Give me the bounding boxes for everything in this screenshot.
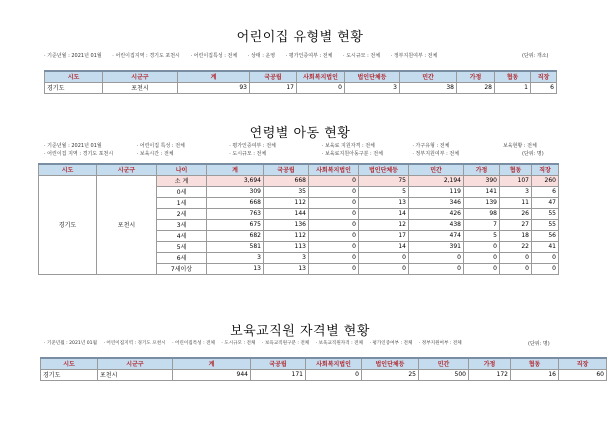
- col-header: 협동: [495, 71, 531, 82]
- cell: 3: [207, 252, 264, 263]
- cell: 0: [532, 263, 559, 274]
- filter-item: · 가구유형 : 전체: [412, 143, 450, 149]
- filter-item: · 평가인증여부 : 전체: [285, 53, 333, 59]
- filter-item: · 어린이집 특성 : 전체: [136, 143, 185, 149]
- subtotal-row: [39, 175, 559, 186]
- cell: 6: [532, 186, 559, 197]
- cell: 3: [345, 82, 400, 93]
- cell: 107: [500, 175, 532, 186]
- age-label-cell: 0세: [157, 186, 207, 197]
- cell: 0: [297, 82, 345, 93]
- region-sigungu-cell: 포천시: [97, 175, 157, 274]
- cell: 38: [400, 82, 457, 93]
- col-header: 가정: [457, 71, 495, 82]
- filter-item: · 기준년월 : 2021년 01월: [44, 53, 102, 59]
- section2-unit: (단위: 명): [522, 151, 544, 157]
- table-header-row: [45, 71, 557, 82]
- cell: 35: [264, 186, 309, 197]
- age-table-body: [39, 175, 559, 274]
- cell: 0: [500, 263, 532, 274]
- col-header: 계: [173, 358, 251, 369]
- cell: 3: [264, 252, 309, 263]
- cell: 438: [409, 219, 464, 230]
- cell: 55: [532, 219, 559, 230]
- age-label-cell: 5세: [157, 241, 207, 252]
- col-header: 계: [207, 164, 264, 175]
- filter-item: · 평가인증여부 : 전체: [229, 143, 276, 149]
- cell: 0: [359, 252, 409, 263]
- filter-item: · 보육료 지원자격 : 전체: [321, 143, 375, 149]
- cell: 112: [264, 230, 309, 241]
- col-header: 사회복지법인: [306, 358, 362, 369]
- filter-item: · 상태 : 운영: [247, 53, 276, 59]
- age-label-cell: 소 계: [157, 175, 207, 186]
- col-header: 시도: [41, 358, 98, 369]
- cell: 144: [264, 208, 309, 219]
- col-header: 가정: [469, 358, 511, 369]
- filter-item: · 어린이집지역 : 경기도 포천시: [103, 341, 166, 346]
- cell: 3,694: [207, 175, 264, 186]
- cell: 0: [309, 252, 359, 263]
- cell: 98: [464, 208, 500, 219]
- col-header: 국공립: [264, 164, 309, 175]
- staff-qualification-table: [40, 357, 607, 381]
- cell: 0: [309, 219, 359, 230]
- cell: 41: [532, 241, 559, 252]
- cell: 17: [359, 230, 409, 241]
- section3-filters: [44, 340, 554, 348]
- cell: 668: [264, 175, 309, 186]
- cell: 112: [264, 197, 309, 208]
- cell: 581: [207, 241, 264, 252]
- cell: 5: [464, 230, 500, 241]
- cell: 93: [178, 82, 250, 93]
- cell: 3: [500, 186, 532, 197]
- cell: 0: [464, 263, 500, 274]
- cell: 경기도: [41, 369, 98, 380]
- cell: 0: [309, 208, 359, 219]
- col-header: 국공립: [251, 358, 306, 369]
- cell: 7: [464, 219, 500, 230]
- col-header: 법인단체등: [362, 358, 419, 369]
- col-header: 민간: [419, 358, 469, 369]
- cell: 119: [409, 186, 464, 197]
- col-header: 협동: [500, 164, 532, 175]
- cell: 675: [207, 219, 264, 230]
- cell: 136: [264, 219, 309, 230]
- cell: 139: [464, 197, 500, 208]
- facility-type-table: [44, 70, 557, 94]
- col-header: 직장: [532, 164, 559, 175]
- col-header: 법인단체등: [345, 71, 400, 82]
- filter-item: · 어린이집특성 : 전체: [172, 341, 215, 346]
- cell: 2,194: [409, 175, 464, 186]
- filter-item: · 기준년월 : 2021년 01월: [44, 341, 98, 346]
- cell: 28: [457, 82, 495, 93]
- cell: 56: [532, 230, 559, 241]
- section1-title: 어린이집 유형별 현황: [236, 30, 364, 45]
- filter-item: · 도시규모 : 전체: [221, 341, 256, 346]
- section3-title: 보육교직원 자격별 현황: [230, 324, 370, 339]
- cell: 0: [309, 175, 359, 186]
- filter-item: · 보육료지원아동구분 : 전체: [321, 151, 383, 157]
- table-header-row: [39, 164, 559, 175]
- cell: 260: [532, 175, 559, 186]
- filter-item: · 정부지원여부 : 전체: [412, 151, 460, 157]
- cell: 172: [469, 369, 511, 380]
- age-label-cell: 4세: [157, 230, 207, 241]
- cell: 763: [207, 208, 264, 219]
- cell: 668: [207, 197, 264, 208]
- col-header: 시군구: [103, 71, 178, 82]
- col-header: 사회복지법인: [297, 71, 345, 82]
- cell: 6: [531, 82, 557, 93]
- filter-item: 보육현황 : 전체: [502, 143, 537, 149]
- cell: 0: [409, 252, 464, 263]
- age-label-cell: 1세: [157, 197, 207, 208]
- cell: 0: [309, 230, 359, 241]
- cell: 11: [500, 197, 532, 208]
- cell: 474: [409, 230, 464, 241]
- cell: 390: [464, 175, 500, 186]
- cell: 309: [207, 186, 264, 197]
- filter-item: · 정부지원여부 : 전체: [390, 53, 438, 59]
- age-children-table: [38, 163, 559, 275]
- col-header: 직장: [531, 71, 557, 82]
- cell: 0: [532, 252, 559, 263]
- table-header-row: [41, 358, 607, 369]
- col-header: 사회복지법인: [309, 164, 359, 175]
- cell: 75: [359, 175, 409, 186]
- filter-item: · 어린이집 지역 : 경기도 포천시: [44, 151, 114, 157]
- cell: 17: [250, 82, 297, 93]
- cell: 171: [251, 369, 306, 380]
- col-header: 시도: [45, 71, 103, 82]
- cell: 0: [409, 263, 464, 274]
- cell: 141: [464, 186, 500, 197]
- col-header: 시군구: [98, 358, 173, 369]
- cell: 0: [306, 369, 362, 380]
- col-header: 시군구: [97, 164, 157, 175]
- cell: 14: [359, 208, 409, 219]
- age-label-cell: 3세: [157, 219, 207, 230]
- section2-filters-line2: [44, 150, 554, 158]
- age-label-cell: 2세: [157, 208, 207, 219]
- region-sido-cell: 경기도: [39, 175, 97, 274]
- cell: 포천시: [103, 82, 178, 93]
- age-label-cell: 6세: [157, 252, 207, 263]
- cell: 5: [359, 186, 409, 197]
- cell: 1: [495, 82, 531, 93]
- cell: 0: [500, 252, 532, 263]
- filter-item: · 정부지원여부 : 전체: [418, 341, 462, 346]
- cell: 113: [264, 241, 309, 252]
- filter-item: · 기준년월 : 2021년 01월: [44, 143, 102, 149]
- cell: 0: [309, 197, 359, 208]
- col-header: 나이: [157, 164, 207, 175]
- cell: 0: [359, 263, 409, 274]
- cell: 16: [511, 369, 559, 380]
- cell: 14: [359, 241, 409, 252]
- section1-unit: (단위: 개소): [522, 53, 549, 59]
- col-header: 법인단체등: [359, 164, 409, 175]
- cell: 0: [309, 241, 359, 252]
- col-header: 가정: [464, 164, 500, 175]
- cell: 13: [359, 197, 409, 208]
- cell: 18: [500, 230, 532, 241]
- cell: 55: [532, 208, 559, 219]
- filter-item: · 보육교직원자격 : 전체: [315, 341, 364, 346]
- filter-item: · 도시규모 : 전체: [343, 53, 381, 59]
- cell: 25: [362, 369, 419, 380]
- filter-item: · 보육교직원구분 : 전체: [261, 341, 310, 346]
- cell: 944: [173, 369, 251, 380]
- cell: 0: [464, 241, 500, 252]
- col-header: 민간: [409, 164, 464, 175]
- col-header: 계: [178, 71, 250, 82]
- cell: 13: [207, 263, 264, 274]
- cell: 500: [419, 369, 469, 380]
- cell: 346: [409, 197, 464, 208]
- cell: 60: [559, 369, 607, 380]
- col-header: 협동: [511, 358, 559, 369]
- cell: 13: [264, 263, 309, 274]
- filter-item: · 보육시간 : 전체: [136, 151, 174, 157]
- age-label-cell: 7세이상: [157, 263, 207, 274]
- section1-filters: [44, 52, 554, 60]
- section2-title: 연령별 아동 현황: [249, 126, 351, 141]
- cell: 426: [409, 208, 464, 219]
- cell: 47: [532, 197, 559, 208]
- cell: 0: [309, 263, 359, 274]
- col-header: 직장: [559, 358, 607, 369]
- cell: 0: [464, 252, 500, 263]
- filter-item: · 어린이집지역 : 경기도 포천시: [112, 53, 180, 59]
- filter-item: · 어린이집특성 : 전체: [190, 53, 238, 59]
- cell: 포천시: [98, 369, 173, 380]
- cell: 12: [359, 219, 409, 230]
- table-row: [45, 82, 557, 93]
- cell: 0: [309, 186, 359, 197]
- col-header: 민간: [400, 71, 457, 82]
- cell: 682: [207, 230, 264, 241]
- cell: 27: [500, 219, 532, 230]
- cell: 26: [500, 208, 532, 219]
- filter-item: · 평가인증여부 : 전체: [369, 341, 413, 346]
- table-row: [41, 369, 607, 380]
- cell: 391: [409, 241, 464, 252]
- cell: 22: [500, 241, 532, 252]
- section2-filters-line1: [44, 142, 554, 150]
- col-header: 시도: [39, 164, 97, 175]
- section3-unit: (단위: 명): [528, 341, 550, 347]
- col-header: 국공립: [250, 71, 297, 82]
- filter-item: · 도시규모 : 전체: [229, 151, 267, 157]
- cell: 경기도: [45, 82, 103, 93]
